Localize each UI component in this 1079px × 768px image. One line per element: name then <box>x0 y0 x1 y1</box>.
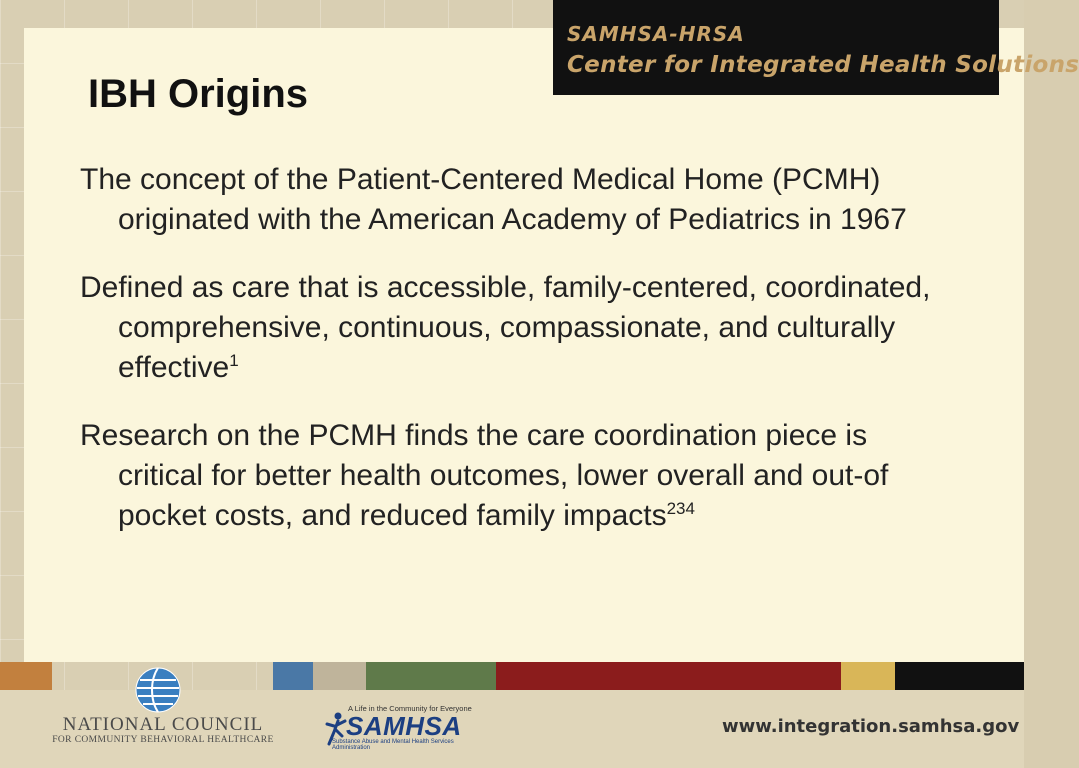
strip-gold <box>841 662 895 690</box>
strip-blue <box>273 662 313 690</box>
bullet-text: Defined as care that is accessible, family-centered, coordinated, comprehensive, continuous, compassionate, and culturally effective <box>80 271 931 384</box>
strip-orange <box>0 662 52 690</box>
globe-icon <box>130 664 186 721</box>
strip-green <box>366 662 496 690</box>
national-council-logo <box>48 715 278 745</box>
header-banner <box>553 0 1079 95</box>
slide-content <box>80 160 960 564</box>
footnote-ref: 234 <box>666 499 695 518</box>
bullet-text: Research on the PCMH finds the care coordination piece is critical for better health outcomes, lower overall and out-of pocket costs, and reduced family impacts <box>80 419 889 532</box>
strip-red <box>496 662 841 690</box>
samhsa-logo <box>326 704 476 751</box>
samhsa-tagline: A Life in the Community for Everyone <box>348 704 472 713</box>
national-council-name: NATIONAL COUNCIL <box>62 714 264 735</box>
strip-tan <box>313 662 366 690</box>
person-figure-icon <box>326 712 346 751</box>
banner-org-name: SAMHSA-HRSA <box>567 22 745 46</box>
website-url: www.integration.samhsa.gov <box>722 716 1020 737</box>
samhsa-subtitle: Substance Abuse and Mental Health Services Administration <box>332 739 454 751</box>
bullet-item <box>80 416 960 536</box>
footnote-ref: 1 <box>229 351 239 370</box>
bullet-item <box>80 268 960 388</box>
samhsa-name: SAMHSA <box>346 711 462 741</box>
bullet-item <box>80 160 960 240</box>
strip-black <box>895 662 1024 690</box>
banner-center-name: Center for Integrated Health Solutions <box>567 52 1079 78</box>
bullet-text: The concept of the Patient-Centered Medical Home (PCMH) originated with the American Academy of Pediatrics in 1967 <box>80 163 907 236</box>
national-council-subtitle: FOR COMMUNITY BEHAVIORAL HEALTHCARE <box>52 735 274 745</box>
slide-title: IBH Origins <box>88 72 309 116</box>
